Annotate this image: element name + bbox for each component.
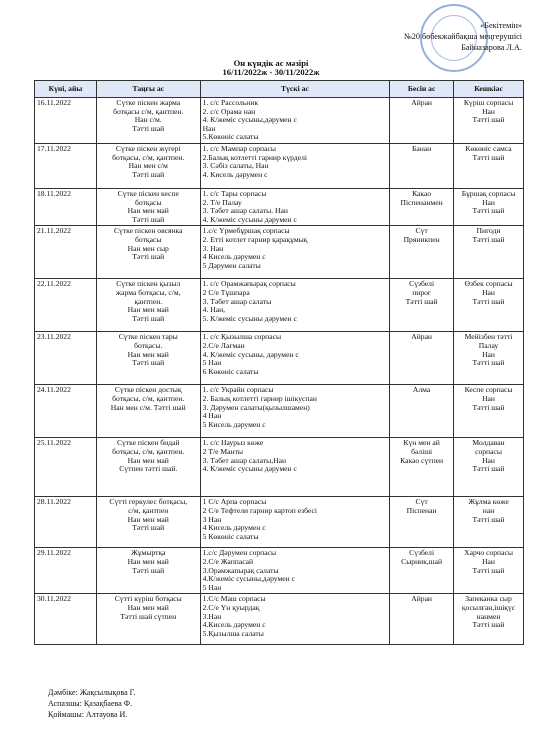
dinner-cell (454, 332, 524, 385)
cell-line: 4. Нан, (202, 305, 226, 315)
cell-line: Тәтті шай (132, 214, 165, 224)
cell-line: Тәтті шай (132, 358, 165, 368)
dinner-cell (454, 279, 524, 332)
cell-line: Нан мен май (127, 305, 169, 315)
cell-line: 4 Нан (202, 411, 222, 421)
cell-line: 5. К/жеміс сусыны дәрумен с (202, 313, 297, 323)
cell-line: Күріш сорпасы (463, 98, 514, 107)
dinner-cell (454, 385, 524, 438)
cell-line: 5 Дәрумен салаты (202, 260, 261, 270)
snack-cell (390, 279, 454, 332)
lunch-cell (200, 332, 390, 385)
cell-line: Сүтпен тәтті шай. (119, 464, 178, 474)
cell-line: 5 Нан (202, 358, 222, 368)
lunch-cell (200, 497, 390, 548)
snack-cell (390, 226, 454, 279)
cell-line: Тәтті шай (472, 464, 505, 474)
cell-line: сорпасы (475, 446, 502, 456)
date-cell: 25.11.2022 (35, 438, 97, 497)
cell-line: Молдаван (472, 438, 505, 448)
cell-line: Нан (482, 349, 495, 359)
cell-line: Запеканка сыр (465, 594, 512, 604)
table-row (35, 143, 524, 188)
cell-line: 5.Қызылша салаты (202, 628, 264, 638)
cell-line: Сүзбелі (409, 548, 435, 558)
cell-line: 2.С/е Лағман (202, 340, 245, 350)
header-dinner: Кешкіас (454, 81, 524, 98)
cell-line: ботқасы (135, 234, 162, 244)
snack-cell (390, 332, 454, 385)
dinner-cell (454, 226, 524, 279)
cell-line: пирог (412, 287, 432, 297)
date-cell: 24.11.2022 (35, 385, 97, 438)
cell-line: 4. К/жеміс сусыны, дәрумен с (202, 349, 299, 359)
cell-line: 1. с/с Украйн сорпасы (202, 385, 274, 395)
cell-line: Нан (482, 455, 495, 465)
cell-line: 4.К/жеміс сусыны,дәрумен с (202, 574, 295, 584)
approval-line: «Бекітемін» (480, 21, 522, 30)
cell-line: Бұршақ сорпасы (461, 188, 516, 198)
table-row (35, 385, 524, 438)
cell-line: Нан мен май (127, 556, 169, 566)
table-row (35, 497, 524, 548)
cell-line: Сүтті геркулес ботқасы, (109, 497, 188, 507)
cell-line: 1.С/с Маш сорпасы (202, 594, 266, 604)
cell-line: Тәтті шай (472, 152, 505, 162)
date-cell: 22.11.2022 (35, 279, 97, 332)
cell-line: Нан мен с/м (128, 161, 168, 171)
breakfast-cell (96, 188, 200, 225)
cell-line: қантпен. (134, 296, 163, 306)
cell-line: Айран (411, 594, 432, 604)
cell-line: 2. с/с Орама нан (202, 106, 256, 116)
date-cell: 18.11.2022 (35, 188, 97, 225)
cell-line: 1. с/с Қызылша сорпасы (202, 332, 282, 342)
approval-block (362, 20, 522, 53)
cell-line: 2.С/е Жаппасай (202, 556, 254, 566)
breakfast-cell (96, 279, 200, 332)
cell-line: ботқасы (135, 197, 162, 207)
lunch-cell (200, 98, 390, 144)
cell-line: 5 Кисель дәрумен с (202, 419, 266, 429)
cell-line: нан (482, 505, 495, 515)
table-row (35, 332, 524, 385)
cell-line: Сүтке піскен достық (114, 385, 182, 395)
cell-line: Тәтті шай (472, 358, 505, 368)
cell-line: 1. с/с Рассольник (202, 98, 259, 107)
cell-line: Тәтті шай (472, 514, 505, 524)
cell-line: нанмен (476, 611, 501, 621)
cell-line: Алма (412, 385, 431, 395)
cell-line: 4. К/жеміс сусыны,дәрумен с (202, 115, 297, 125)
table-row (35, 279, 524, 332)
cell-line: 3. Тәбет ашар салаты,Нан (202, 455, 287, 465)
breakfast-cell (96, 438, 200, 497)
table-row (35, 594, 524, 645)
cell-line: 4. К/жеміс сусыны дәрумен с (202, 464, 297, 474)
cell-line: бәліші (411, 446, 433, 456)
table-row (35, 188, 524, 225)
cell-line: Пигоди (476, 226, 501, 236)
breakfast-cell (96, 497, 200, 548)
dinner-cell (454, 143, 524, 188)
lunch-cell (200, 279, 390, 332)
header-snack: Бесін ас (390, 81, 454, 98)
lunch-cell (200, 188, 390, 225)
cell-line: Харчо сорпасы (464, 548, 513, 558)
title-line-2: 16/11/2022ж - 30/11/2022ж (222, 67, 320, 77)
cell-line: Тәтті шай (472, 115, 505, 125)
cell-line: ботқасы с/м, қантпен. (113, 106, 184, 116)
snack-cell (390, 497, 454, 548)
cell-line: Сүтті күріш ботқасы (114, 594, 182, 604)
cell-line: Нан (482, 393, 495, 403)
cell-line: ботқасы. (134, 340, 163, 350)
snack-cell (390, 385, 454, 438)
cell-line: Нан (202, 123, 216, 133)
cell-line: 1. с/с Тары сорпасы (202, 188, 267, 198)
cell-line: 2. Балық котлетті гарнир ішікуспан (202, 393, 317, 403)
breakfast-cell (96, 385, 200, 438)
cell-line: Сүтке піскен тары (118, 332, 178, 342)
snack-cell (390, 594, 454, 645)
dinner-cell (454, 594, 524, 645)
lunch-cell (200, 548, 390, 594)
cell-line: Тәтті шай (132, 523, 165, 533)
cell-line: 4. К/жеміс сусыны дәрумен с (202, 214, 297, 224)
cell-line: Кеспе сорпасы (464, 385, 513, 395)
dinner-cell (454, 188, 524, 225)
cell-line: 1. с/с Мампар сорпасы (202, 143, 276, 153)
cell-line: 4.Кисель дәрумен с (202, 620, 266, 630)
signature-line: Қоймашы: Алтауова И. (48, 710, 128, 719)
signature-line: Дәмбіке: Жақсылықова Г. (48, 688, 136, 697)
cell-line: 2.С/е Үн қуырдақ (202, 602, 260, 612)
cell-line: Нан мен май (127, 514, 169, 524)
cell-line: Нан мен с/м. Тәтті шай (110, 402, 186, 412)
dinner-cell (454, 548, 524, 594)
cell-line: Пряникпен (403, 234, 440, 244)
cell-line: с/м, қантпен (128, 505, 169, 515)
snack-cell (390, 143, 454, 188)
cell-line: Тәтті шай сүтпен (120, 611, 177, 621)
cell-line: Нан мен май (127, 455, 169, 465)
date-cell: 16.11.2022 (35, 98, 97, 144)
cell-line: Сүтке піскен овсянка (113, 226, 183, 236)
cell-line: Нан с/м. (134, 115, 162, 125)
cell-line: Айран (411, 98, 432, 107)
breakfast-cell (96, 98, 200, 144)
cell-line: 5 Көкөніс салаты (202, 531, 259, 541)
breakfast-cell (96, 143, 200, 188)
cell-line: Мейізбен тәтті (464, 332, 513, 342)
menu-table (34, 80, 524, 645)
cell-line: Нан мен сыр (127, 243, 169, 253)
cell-line: 2 С/е Тефтели гарнир картоп езбесі (202, 505, 317, 515)
cell-line: 2. Етті котлет гарнир қарақұмық (202, 234, 308, 244)
snack-cell (390, 98, 454, 144)
header-lunch: Түскі ас (200, 81, 390, 98)
table-row (35, 548, 524, 594)
cell-line: 4 Кисель дәрумен с (202, 523, 266, 533)
date-cell: 17.11.2022 (35, 143, 97, 188)
cell-line: 4. Кисель дәрумен с (202, 169, 268, 179)
cell-line: Какао (412, 188, 432, 198)
date-cell: 29.11.2022 (35, 548, 97, 594)
cell-line: Нан мен май (127, 206, 169, 216)
cell-line: Өзбек сорпасы (464, 279, 513, 289)
cell-line: Сырник,шай (401, 556, 443, 566)
cell-line: 1.с/с Үрмебұршақ сорпасы (202, 226, 290, 236)
snack-cell (390, 188, 454, 225)
cell-line: 1.с/с Дәрумен сорпасы (202, 548, 277, 558)
cell-line: 2 С/е Тұшпара (202, 287, 250, 297)
breakfast-cell (96, 594, 200, 645)
table-row (35, 438, 524, 497)
cell-line: 1. с/с Наурыз көже (202, 438, 264, 448)
date-cell: 28.11.2022 (35, 497, 97, 548)
cell-line: 3.Орамжапырақ салаты (202, 565, 279, 575)
signature-line: Аспазшы: Қазақбаева Ф. (48, 699, 133, 708)
cell-line: Сүтке піскен кеспе (117, 188, 179, 198)
cell-line: жарма ботқасы, с/м, (115, 287, 181, 297)
cell-line: 2.Балық котлетті гарнир күрделі (202, 152, 308, 162)
lunch-cell (200, 385, 390, 438)
cell-line: 5.Көкөніс салаты (202, 132, 259, 142)
date-cell: 21.11.2022 (35, 226, 97, 279)
approval-line: Байназарова Л.А. (461, 43, 522, 52)
cell-line: Нан (482, 197, 495, 207)
cell-line: Тәтті шай (472, 296, 505, 306)
dinner-cell (454, 497, 524, 548)
cell-line: Жұлма көже (468, 497, 509, 507)
cell-line: 3. Дәрумен салаты(қызылшамен) (202, 402, 310, 412)
cell-line: Какао сүтпен (400, 455, 444, 465)
cell-line: Тәтті шай (132, 123, 165, 133)
date-cell: 30.11.2022 (35, 594, 97, 645)
cell-line: 3 Нан (202, 514, 222, 524)
lunch-cell (200, 438, 390, 497)
lunch-cell (200, 594, 390, 645)
cell-line: Айран (411, 332, 432, 342)
page-title (0, 59, 542, 77)
dinner-cell (454, 438, 524, 497)
cell-line: ботқасы, с/м, қантпен. (112, 393, 185, 403)
cell-line: Сүт (415, 226, 428, 236)
cell-line: Нан (482, 287, 495, 297)
cell-line: қосылған,ішіқүс (461, 602, 516, 612)
cell-line: Банан (411, 143, 432, 153)
cell-line: Піспенан (406, 505, 437, 515)
cell-line: 3. Сәбіз салаты, Нан (202, 161, 269, 171)
cell-line: Тәтті шай (132, 252, 165, 262)
breakfast-cell (96, 226, 200, 279)
cell-line: 2 Т/е Манты (202, 446, 243, 456)
cell-line: Сүтке піскен қызыл (116, 279, 181, 289)
menu-body (35, 98, 524, 645)
cell-line: Тәтті шай (132, 169, 165, 179)
breakfast-cell (96, 332, 200, 385)
cell-line: 1 С/с Арпа сорпасы (202, 497, 267, 507)
cell-line: Сүтке піскен бидай (116, 438, 180, 448)
cell-line: ботқасы, с/м, қантпен. (112, 446, 185, 456)
cell-line: Тәтті шай (472, 565, 505, 575)
cell-line: Палау (478, 340, 499, 350)
cell-line: 5 Нан (202, 582, 222, 592)
title-line-1: Он күндік ас мәзірі (233, 58, 309, 68)
lunch-cell (200, 143, 390, 188)
cell-line: Сүзбелі (409, 279, 435, 289)
approval-line: №20 бөбекжайбақша меңгерушісі (403, 32, 522, 41)
cell-line: 2. Т/е Палау (202, 197, 242, 207)
cell-line: Нан мен май (127, 602, 169, 612)
snack-cell (390, 438, 454, 497)
cell-line: Сүтке піскен жүгері (115, 143, 181, 153)
table-row (35, 226, 524, 279)
cell-line: Нан (482, 556, 495, 566)
cell-line: Көкөніс самса (465, 143, 512, 153)
cell-line: 1. с/с Орамжапырақ сорпасы (202, 279, 296, 289)
table-row (35, 98, 524, 144)
cell-line: Тәтті шай (472, 234, 505, 244)
cell-line: Жұмыртқа (130, 548, 166, 558)
cell-line: 6 Көкөніс салаты (202, 366, 259, 376)
cell-line: Тәтті шай (472, 206, 505, 216)
header-date: Күні, айы (35, 81, 97, 98)
dinner-cell (454, 98, 524, 144)
cell-line: 3. Тәбет ашар салаты. Нан (202, 206, 288, 216)
lunch-cell (200, 226, 390, 279)
cell-line: Сүтке піскен жарма (116, 98, 181, 107)
cell-line: 3.Нан (202, 611, 222, 621)
cell-line: Тәтті шай (132, 565, 165, 575)
date-cell: 23.11.2022 (35, 332, 97, 385)
cell-line: 3. Нан (202, 243, 224, 253)
cell-line: Нан (482, 106, 495, 116)
header-breakfast: Таңғы ас (96, 81, 200, 98)
cell-line: 3. Тәбет ашар салаты (202, 296, 272, 306)
cell-line: Сүт (415, 497, 428, 507)
breakfast-cell (96, 548, 200, 594)
cell-line: Нан мен май (127, 349, 169, 359)
table-header-row (35, 81, 524, 98)
cell-line: Тәтті шай (132, 313, 165, 323)
cell-line: ботқасы, с/м, қантпен. (112, 152, 185, 162)
cell-line: Тәтті шай (472, 620, 505, 630)
cell-line: 4 Кисель дәрумен с (202, 252, 266, 262)
cell-line: Піспенанмен (400, 197, 443, 207)
snack-cell (390, 548, 454, 594)
cell-line: Күн мен ай (403, 438, 440, 448)
cell-line: Тәтті шай (472, 402, 505, 412)
cell-line: Тәтті шай (405, 296, 438, 306)
